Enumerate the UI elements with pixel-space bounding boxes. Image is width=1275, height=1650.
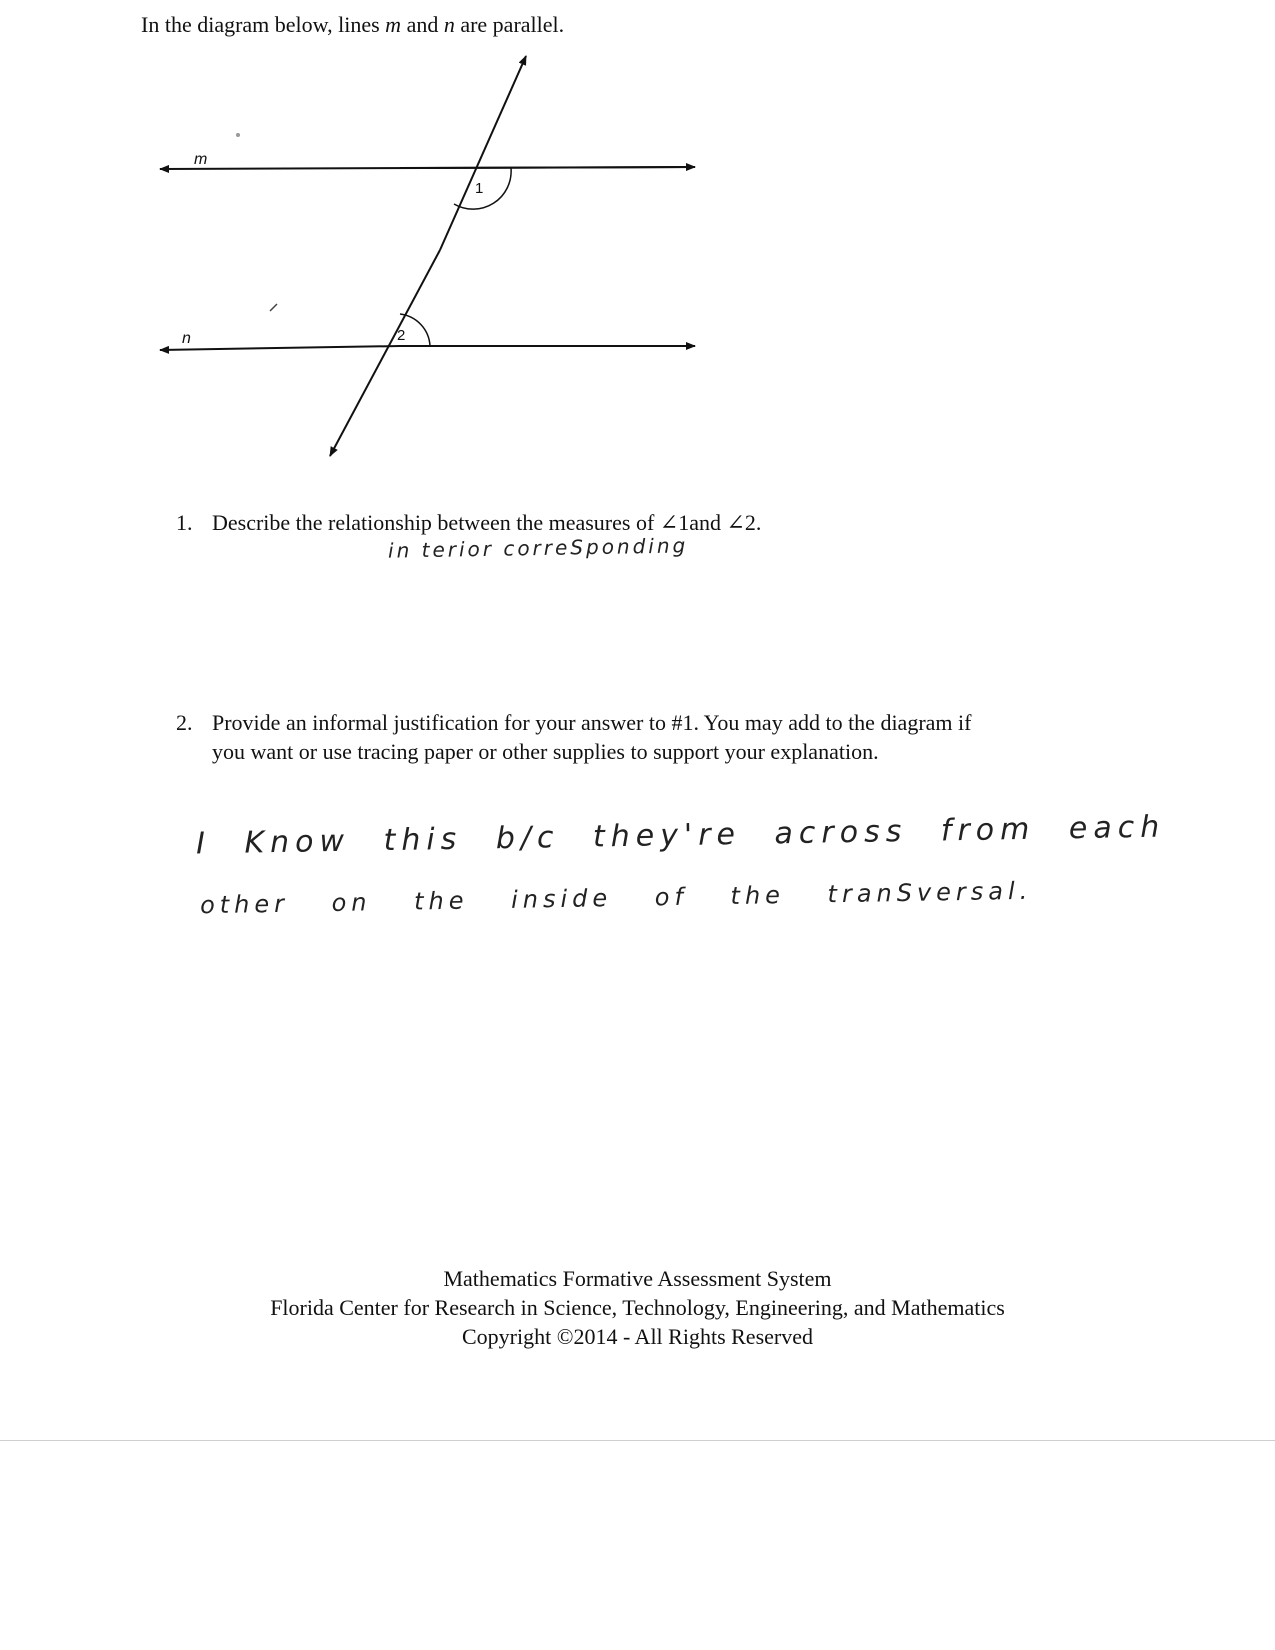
intro-m: m bbox=[385, 12, 402, 37]
question-1-number: 1. bbox=[176, 510, 193, 535]
stray-mark-2 bbox=[270, 304, 277, 311]
footer-line2: Florida Center for Research in Science, Technology, Engineering, and Mathematics bbox=[270, 1295, 1005, 1320]
angle-1-label: 1 bbox=[475, 180, 484, 197]
intro-between: and bbox=[401, 12, 444, 37]
stray-mark bbox=[236, 133, 240, 137]
transversal-lower bbox=[330, 250, 440, 456]
footer-line1: Mathematics Formative Assessment System bbox=[443, 1266, 832, 1291]
intro-n: n bbox=[443, 12, 455, 37]
line-m-label: m bbox=[194, 151, 208, 168]
footer-line3: Copyright ©2014 - All Rights Reserved bbox=[462, 1324, 813, 1349]
angle-2-label: 2 bbox=[397, 327, 406, 344]
line-n-label: n bbox=[182, 330, 191, 347]
answer-2-handwriting-line1: I Know this b/c they're across from each bbox=[195, 809, 1166, 862]
answer-1-handwriting: in terior correSponding bbox=[387, 533, 689, 563]
answer-2-handwriting-line2: other on the inside of the tranSversal. bbox=[199, 876, 1033, 920]
parallel-lines-diagram bbox=[0, 0, 1275, 500]
intro-after: are parallel. bbox=[454, 12, 565, 37]
question-1-text: Describe the relationship between the measures of ∠1and ∠2. bbox=[212, 510, 762, 535]
question-2-text-line2: you want or use tracing paper or other supplies to support your explanation. bbox=[212, 739, 879, 764]
page-edge-divider bbox=[0, 1440, 1275, 1441]
intro-before: In the diagram below, lines bbox=[141, 12, 386, 37]
line-m-right bbox=[400, 167, 695, 168]
transversal bbox=[440, 56, 526, 250]
footer bbox=[0, 1264, 1275, 1351]
question-2-number: 2. bbox=[176, 710, 193, 735]
question-2-text-line1: Provide an informal justification for your answer to #1. You may add to the diagram if bbox=[212, 710, 972, 735]
line-n bbox=[160, 346, 400, 350]
